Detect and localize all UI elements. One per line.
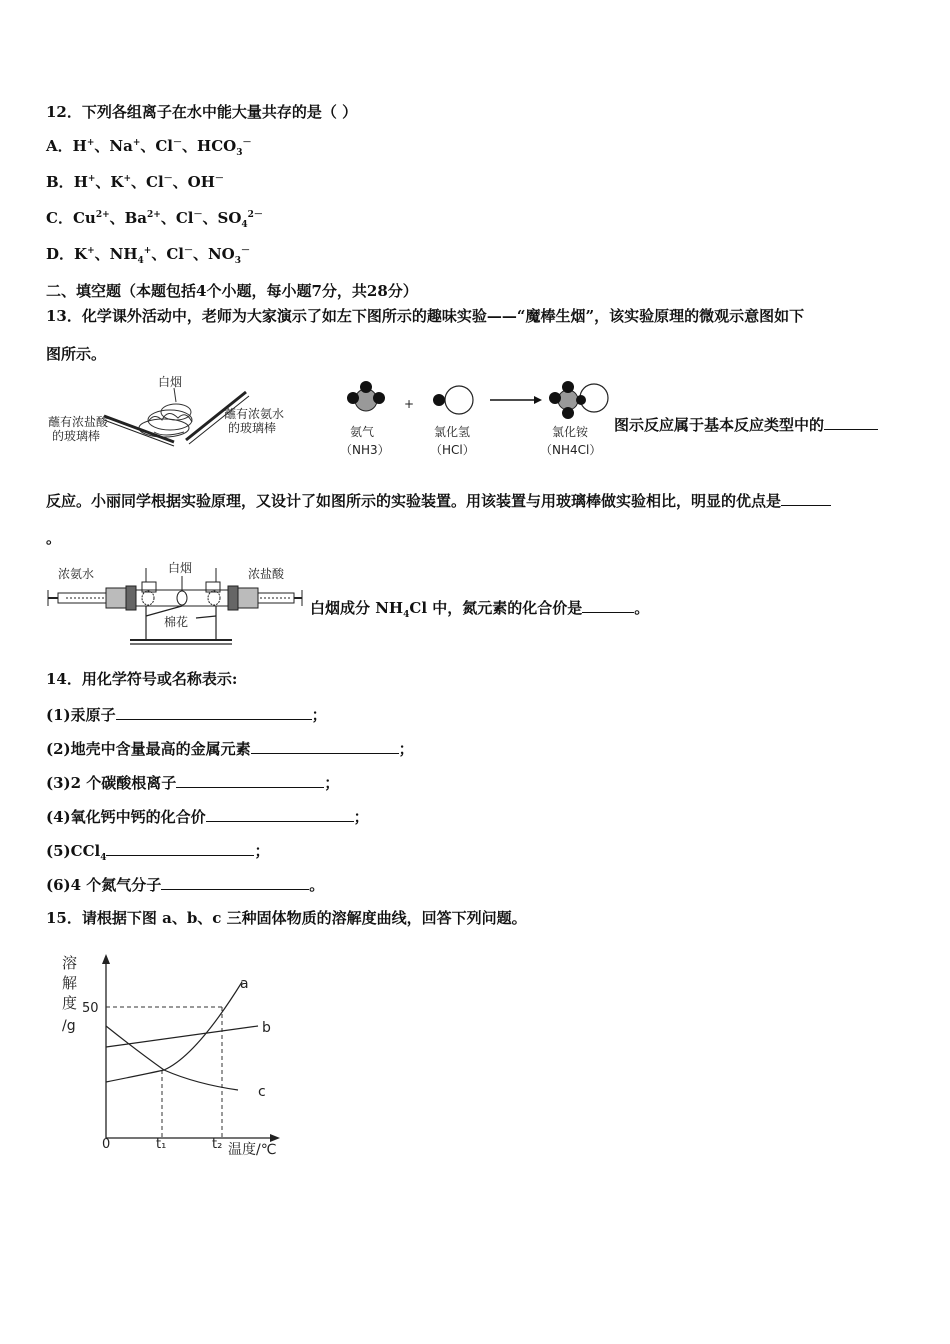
- ylabel-char-4: /g: [62, 1018, 76, 1034]
- left-glass-rod: [104, 416, 174, 442]
- q13-stem-line1: 13．化学课外活动中，老师为大家演示了如左下图所示的趣味实验——“魔棒生烟”，该实验原理的微观示意图如下: [46, 307, 805, 325]
- q12-stem: 12．下列各组离子在水中能大量共存的是（ ）: [46, 103, 358, 121]
- y-axis-arrow-icon: [102, 954, 110, 964]
- series-label-b: b: [262, 1020, 271, 1036]
- q14-blank-3[interactable]: [176, 772, 324, 788]
- xlabel: 温度/℃: [228, 1142, 277, 1158]
- q14-item-1: (1)汞原子 ；: [46, 706, 327, 724]
- ylabel-char-1: 溶: [62, 954, 78, 972]
- left-rod-label-2: 的玻璃棒: [52, 429, 101, 443]
- ammonia-molecule-icon: [347, 381, 385, 411]
- apparatus-cotton-label: 棉花: [164, 615, 189, 629]
- ytick-50: 50: [82, 1001, 99, 1016]
- left-glass-rod-edge: [104, 420, 174, 446]
- q13-nitrogen-valence-prompt: 白烟成分 $NH_4Cl$ 中，氮元素的化合价是 。: [310, 599, 650, 620]
- apparatus-right-label: 浓盐酸: [248, 567, 285, 581]
- q14-item-5: (5)CCl$_4$ ；: [46, 842, 270, 863]
- reaction-type-blank[interactable]: [824, 414, 878, 430]
- advantage-blank[interactable]: [781, 490, 831, 506]
- q12-option-c[interactable]: C．$Cu^{2+}$、$Ba^{2+}$、Cl－、$SO_4^{2-}$: [46, 209, 263, 230]
- q13-reaction-type-prompt: 图示反应属于基本反应类型中的: [614, 414, 878, 435]
- hcl-name: 氯化氢: [434, 425, 471, 439]
- right-rod-label-1: 蘸有浓氨水: [224, 407, 285, 421]
- valence-blank[interactable]: [582, 597, 634, 613]
- q12-option-a[interactable]: A．H+、Na+、Cl－、$HCO_3^-$: [46, 137, 252, 158]
- x-axis-arrow-icon: [270, 1134, 280, 1142]
- right-rod-label-2: 的玻璃棒: [228, 421, 277, 435]
- left-syringe-icon: [48, 586, 136, 610]
- apparatus-figure: [46, 556, 308, 652]
- xtick-0: 0: [102, 1137, 111, 1152]
- q14-item-6: (6)4 个氮气分子 。: [46, 876, 325, 894]
- series-label-a: a: [240, 976, 249, 992]
- plus-sign: +: [404, 397, 415, 411]
- hcl-formula: （HCl）: [430, 443, 475, 457]
- solubility-chart: [46, 946, 296, 1162]
- series-label-c: c: [258, 1084, 266, 1100]
- q12-option-b[interactable]: B．H+、K+、Cl－、OH－: [46, 173, 224, 191]
- ylabel-char-3: 度: [62, 994, 78, 1012]
- q13-stem-line3: 反应。小丽同学根据实验原理，又设计了如图所示的实验装置。用该装置与用玻璃棒做实验相比，明显的优点是: [46, 490, 831, 511]
- xtick-t2: t₂: [212, 1137, 223, 1152]
- q14-blank-5[interactable]: [106, 840, 254, 856]
- smoke-pointer: [174, 388, 176, 402]
- nh4cl-name: 氯化铵: [552, 425, 589, 439]
- q14-blank-4[interactable]: [206, 806, 354, 822]
- magic-rod-figure: [46, 372, 306, 460]
- q14-stem: 14．用化学符号或名称表示:: [46, 670, 238, 688]
- right-syringe-icon: [228, 586, 302, 610]
- curve-c: [106, 1026, 238, 1090]
- q14-blank-6[interactable]: [161, 874, 309, 890]
- reaction-arrow-icon: [490, 396, 542, 404]
- q13-stem-line2: 图所示。: [46, 345, 107, 363]
- q14-item-4: (4)氧化钙中钙的化合价 ；: [46, 808, 369, 826]
- ylabel-char-2: 解: [62, 974, 78, 992]
- ammonia-name: 氨气: [350, 425, 375, 439]
- micro-reaction-figure: [330, 378, 615, 460]
- smoke-label: 白烟: [158, 375, 183, 389]
- q14-item-2: (2)地壳中含量最高的金属元素 ；: [46, 740, 414, 758]
- apparatus-left-label: 浓氨水: [58, 567, 95, 581]
- ammonia-formula: （NH3）: [340, 443, 390, 457]
- ammonium-chloride-icon: [549, 381, 608, 419]
- q14-blank-1[interactable]: [116, 704, 312, 720]
- section-heading: 二、填空题（本题包括4个小题，每小题7分，共28分）: [46, 282, 418, 300]
- hcl-molecule-icon: [433, 386, 473, 414]
- q15-stem: 15．请根据下图 a、b、c 三种固体物质的溶解度曲线，回答下列问题。: [46, 909, 527, 927]
- q14-blank-2[interactable]: [251, 738, 399, 754]
- q14-item-3: (3)2 个碳酸根离子 ；: [46, 774, 340, 792]
- q12-option-d[interactable]: D．K+、$NH_4^+$、Cl－、$NO_3^-$: [46, 245, 251, 266]
- q13-line3-end: 。: [46, 529, 62, 547]
- apparatus-smoke-label: 白烟: [168, 561, 193, 575]
- xtick-t1: t₁: [156, 1137, 167, 1152]
- left-rod-label-1: 蘸有浓盐酸: [48, 415, 109, 429]
- nh4cl-formula: （NH4Cl）: [540, 443, 602, 457]
